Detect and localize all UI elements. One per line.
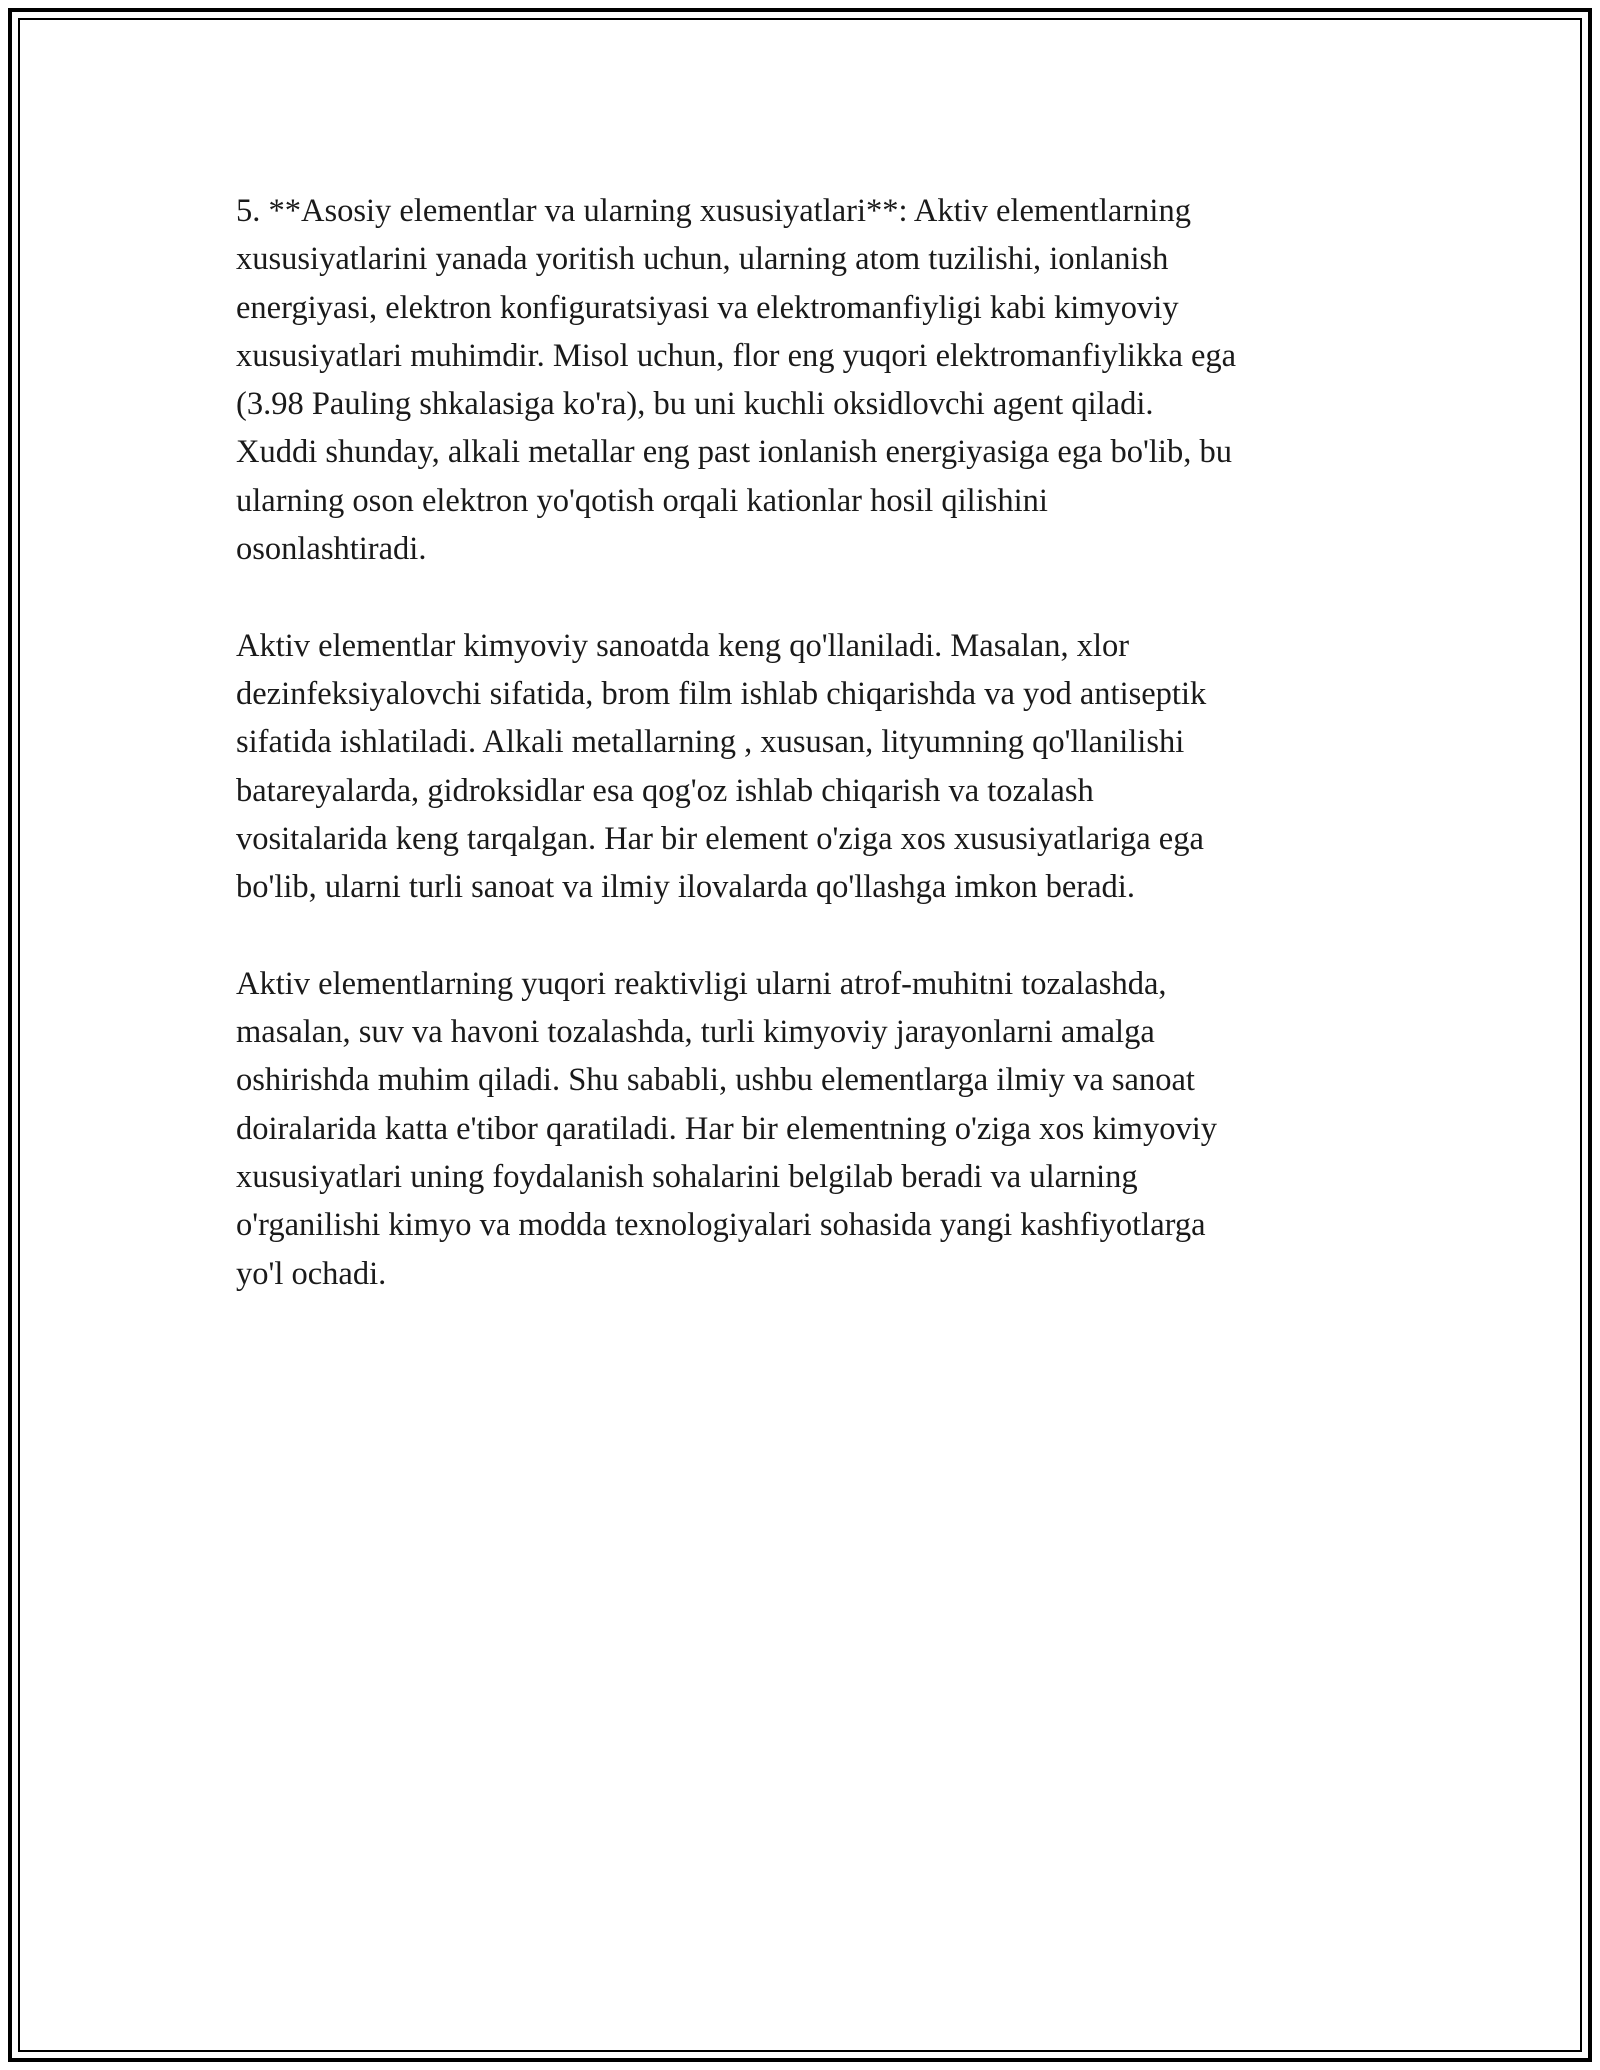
text-line: sifatida ishlatiladi. Alkali metallarning , xususan, lityumning qo'llanilishi (236, 724, 1185, 761)
text-line: 5. **Asosiy elementlar va ularning xususiyatlari**: Aktiv elementlarning (236, 193, 1191, 229)
text-line: bo'lib, ularni turli sanoat va ilmiy ilovalarda qo'llashga imkon beradi. (236, 869, 1135, 906)
text-line: xususiyatlari uning foydalanish sohalarini belgilab beradi va ularning (236, 1158, 1138, 1195)
text-line: dezinfeksiyalovchi sifatida, brom film ishlab chiqarishda va yod antiseptik (236, 675, 1207, 712)
text-line: energiyasi, elektron konfiguratsiyasi va elektromanfiyligi kabi kimyoviy (236, 289, 1179, 326)
text-line: xususiyatlari muhimdir. Misol uchun, flor eng yuqori elektromanfiylikka ega (236, 337, 1237, 374)
text-line: ularning oson elektron yo'qotish orqali kationlar hosil qilishini (236, 482, 1048, 519)
text-line: batareyalarda, gidroksidlar esa qog'oz ishlab chiqarish va tozalash (236, 772, 1094, 809)
text-line: yo'l ochadi. (236, 1255, 387, 1292)
text-line: o'rganilishi kimyo va modda texnologiyalari sohasida yangi kashfiyotlarga (236, 1207, 1206, 1244)
text-line: oshirishda muhim qiladi. Shu sababli, ushbu elementlarga ilmiy va sanoat (236, 1062, 1195, 1099)
text-line: osonlashtiradi. (236, 531, 427, 568)
text-line: masalan, suv va havoni tozalashda, turli kimyoviy jarayonlarni amalga (236, 1014, 1155, 1051)
document-body (236, 187, 1376, 1346)
text-line: Xuddi shunday, alkali metallar eng past ionlanish energiyasiga ega bo'lib, bu (236, 434, 1232, 471)
text-line: (3.98 Pauling shkalasiga ko'ra), bu uni kuchli oksidlovchi agent qiladi. (236, 386, 1154, 423)
text-line: vositalarida keng tarqalgan. Har bir element o'ziga xos xususiyatlariga ega (236, 820, 1204, 857)
paragraph-industrial-uses (236, 622, 1376, 912)
text-line: doiralarida katta e'tibor qaratiladi. Har bir elementning o'ziga xos kimyoviy (236, 1110, 1217, 1147)
text-line: Aktiv elementlar kimyoviy sanoatda keng qo'llaniladi. Masalan, xlor (236, 627, 1130, 664)
text-line: Aktiv elementlarning yuqori reaktivligi ularni atrof-muhitni tozalashda, (236, 965, 1167, 1002)
text-line: xususiyatlarini yanada yoritish uchun, ularning atom tuzilishi, ionlanish (236, 241, 1169, 278)
paragraph-element-properties (236, 187, 1376, 573)
paragraph-reactivity (236, 960, 1376, 1298)
